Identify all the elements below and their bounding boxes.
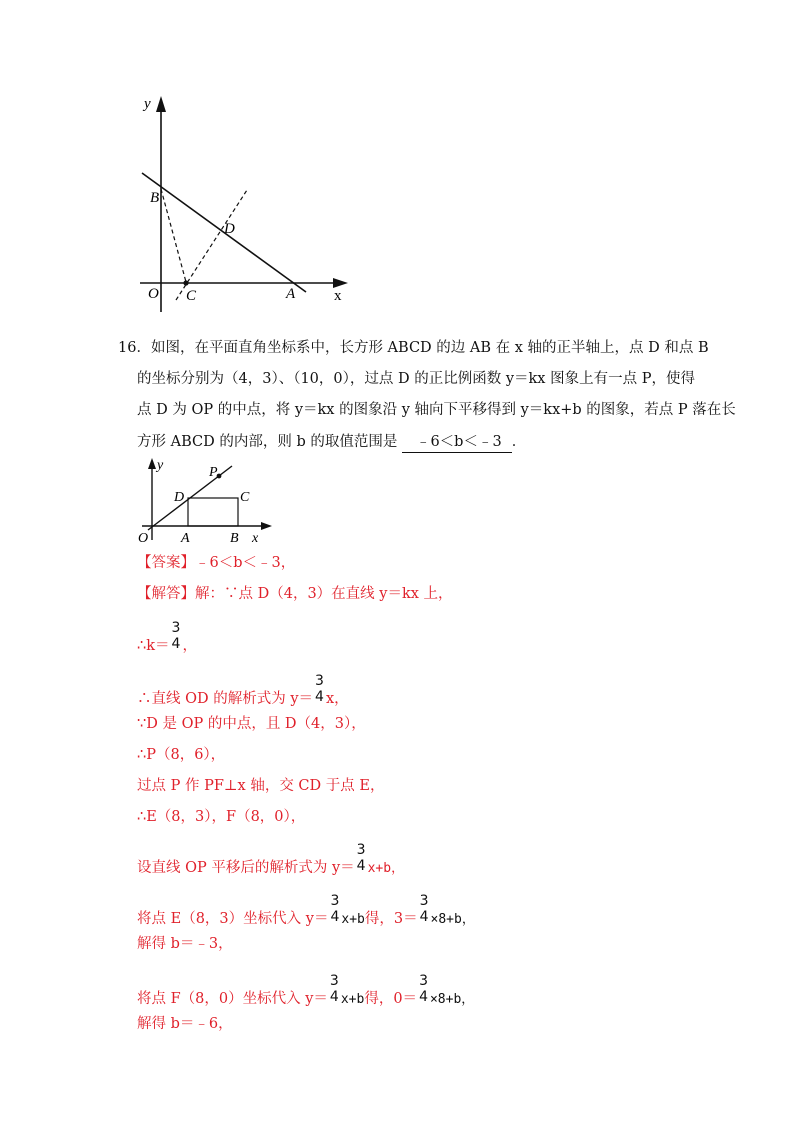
od-prefix: ∴直线 OD 的解析式为 y＝	[137, 691, 314, 707]
figure-1	[130, 90, 370, 320]
e-frac1-den: 4	[330, 909, 340, 925]
problem-period: ．	[511, 434, 527, 450]
od-frac-num: 3	[315, 673, 324, 689]
f-fraction-1	[330, 973, 339, 1005]
analysis-line	[137, 584, 453, 604]
od-suffix: x，	[325, 691, 349, 707]
fig2-x-arrow	[261, 522, 272, 530]
e-frac2-den: 4	[419, 909, 429, 925]
shift-frac-den: 4	[356, 858, 366, 874]
shift-prefix: 设直线 OP 平移后的解析式为 y＝	[137, 860, 355, 876]
problem-line-1	[118, 338, 709, 358]
od-frac-den: 4	[315, 689, 324, 705]
e-get: 得，3＝	[364, 911, 418, 927]
problem-text-4: 方形 ABCD 的内部，则 b 的取值范围是	[137, 434, 398, 450]
fig1-label-c: C	[186, 288, 197, 304]
f-substitute-line	[137, 973, 475, 1015]
shift-suffix: x+b，	[367, 861, 405, 876]
fig1-label-a: A	[286, 286, 296, 302]
pf-line: 过点 P 作 PF⊥x 轴，交 CD 于点 E，	[137, 778, 385, 794]
fig1-x-arrow	[333, 278, 348, 288]
fig2-label-b: B	[230, 531, 239, 546]
f-result-line: 解得 b＝﹣6，	[137, 1016, 233, 1032]
e-expr: x+b	[341, 912, 365, 927]
ef-line: ∴E（8，3），F（8，0），	[137, 809, 306, 825]
figure-2	[136, 456, 286, 546]
e-suffix: ×8+b，	[430, 912, 475, 927]
fig1-label-d: D	[224, 221, 235, 237]
f-expr: x+b	[340, 992, 365, 1007]
fig2-rectangle-abcd	[188, 498, 238, 526]
fig2-label-a: A	[181, 531, 190, 546]
fig2-label-c: C	[240, 490, 250, 505]
e-substitute-line	[137, 893, 475, 935]
k-prefix: ∴k＝	[137, 638, 170, 654]
fig1-label-b: B	[150, 190, 160, 206]
f-suffix: ×8+b，	[429, 992, 475, 1007]
od-fraction	[315, 673, 324, 705]
problem-line-4	[137, 432, 526, 453]
fig1-point-c	[183, 280, 188, 285]
problem-number: 16．	[118, 340, 151, 356]
f-fraction-2	[419, 973, 428, 1005]
fig2-label-y: y	[157, 458, 164, 473]
fig1-label-o: O	[148, 286, 159, 302]
fig2-label-x: x	[252, 531, 259, 546]
k-fraction	[172, 620, 181, 652]
shift-line	[137, 842, 405, 884]
answer-text: ﹣6＜b＜﹣3，	[195, 555, 296, 571]
f-frac1-den: 4	[329, 989, 339, 1005]
problem-line-2: 的坐标分别为（4，3）、（10，0），过点 D 的正比例函数 y＝kx 图象上有一点 P，使得	[137, 371, 695, 387]
e-fraction-2	[420, 893, 429, 925]
problem-line-3: 点 D 为 OP 的中点，将 y＝kx 的图象沿 y 轴向下平移得到 y＝kx+b 的图象，若点 P 落在长	[137, 402, 736, 418]
e-fraction-1	[330, 893, 339, 925]
fig2-label-o: O	[138, 531, 149, 546]
e-prefix: 将点 E（8，3）坐标代入 y＝	[137, 911, 329, 927]
e-frac2-num: 3	[419, 893, 429, 909]
analysis-tag: 【解答】	[137, 586, 195, 602]
fig1-label-x: x	[334, 288, 342, 304]
e-result-line: 解得 b＝﹣3，	[137, 936, 233, 952]
f-get: 得，0＝	[364, 991, 418, 1007]
mid-line: ∵D 是 OP 的中点，且 D（4，3），	[137, 716, 366, 732]
shift-frac-num: 3	[356, 842, 366, 858]
k-line	[137, 620, 197, 662]
f-frac2-den: 4	[419, 989, 428, 1005]
analysis-text: 解：∵点 D（4，3）在直线 y＝kx 上，	[195, 586, 453, 602]
shift-fraction	[357, 842, 366, 874]
f-frac1-num: 3	[329, 973, 339, 989]
f-frac2-num: 3	[419, 973, 428, 989]
fig2-y-arrow	[148, 458, 156, 469]
fig1-y-arrow	[156, 96, 166, 112]
answer-line	[137, 553, 295, 573]
problem-text-1: 如图，在平面直角坐标系中，长方形 ABCD 的边 AB 在 x 轴的正半轴上，点 D 和点 B	[150, 340, 709, 356]
k-suffix: ，	[182, 638, 197, 654]
fig1-label-y: y	[144, 96, 151, 112]
k-frac-den: 4	[171, 636, 181, 652]
e-frac1-num: 3	[330, 893, 340, 909]
fig2-label-p: P	[209, 465, 218, 480]
p-line: ∴P（8，6），	[137, 747, 226, 763]
fig2-label-d: D	[174, 490, 185, 505]
answer-tag: 【答案】	[137, 555, 195, 571]
answer-blank: ﹣6＜b＜﹣3	[402, 432, 512, 453]
f-prefix: 将点 F（8，0）坐标代入 y＝	[137, 991, 328, 1007]
od-line	[137, 673, 349, 715]
k-frac-num: 3	[171, 620, 181, 636]
